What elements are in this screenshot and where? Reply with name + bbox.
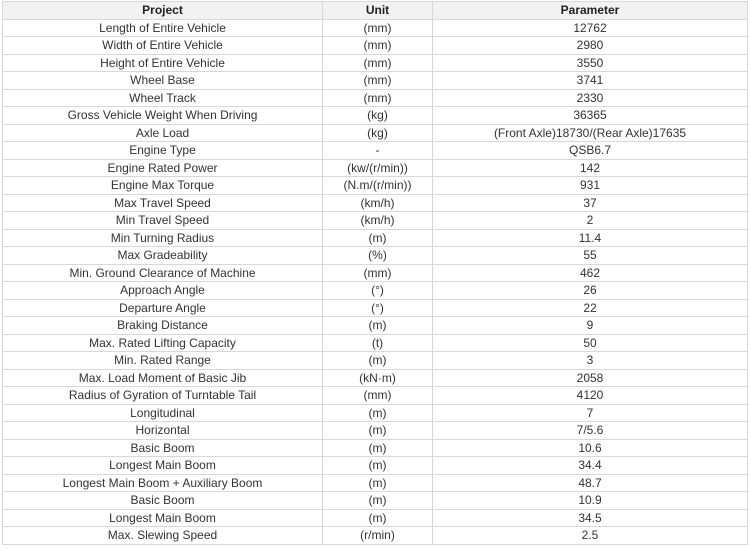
unit-cell: (%) <box>323 247 433 265</box>
unit-cell: (mm) <box>323 387 433 405</box>
project-cell: Departure Angle <box>3 299 323 317</box>
parameter-cell: 3550 <box>433 54 748 72</box>
project-cell: Min. Rated Range <box>3 352 323 370</box>
unit-cell: (m) <box>323 352 433 370</box>
table-row <box>3 457 748 475</box>
project-cell: Engine Rated Power <box>3 159 323 177</box>
table-row <box>3 124 748 142</box>
table-row <box>3 247 748 265</box>
project-cell: Length of Entire Vehicle <box>3 19 323 37</box>
project-cell: Max. Load Moment of Basic Jib <box>3 369 323 387</box>
parameter-cell: 26 <box>433 282 748 300</box>
table-row <box>3 492 748 510</box>
unit-cell: (°) <box>323 282 433 300</box>
parameter-cell: (Front Axle)18730/(Rear Axle)17635 <box>433 124 748 142</box>
unit-cell: (m) <box>323 474 433 492</box>
table-row <box>3 212 748 230</box>
unit-cell: (m) <box>323 422 433 440</box>
unit-cell: (m) <box>323 317 433 335</box>
parameter-cell: 2.5 <box>433 527 748 545</box>
project-cell: Min Turning Radius <box>3 229 323 247</box>
project-cell: Longest Main Boom <box>3 457 323 475</box>
parameter-cell: 10.6 <box>433 439 748 457</box>
unit-cell: (mm) <box>323 264 433 282</box>
table-row <box>3 439 748 457</box>
project-cell: Approach Angle <box>3 282 323 300</box>
header-parameter: Parameter <box>433 2 748 20</box>
table-row <box>3 352 748 370</box>
table-row <box>3 422 748 440</box>
parameter-cell: 2980 <box>433 37 748 55</box>
unit-cell: (kg) <box>323 124 433 142</box>
parameter-cell: 34.5 <box>433 509 748 527</box>
table-row <box>3 334 748 352</box>
parameter-cell: 2058 <box>433 369 748 387</box>
spec-table-container <box>2 1 747 545</box>
unit-cell: (kN·m) <box>323 369 433 387</box>
project-cell: Wheel Track <box>3 89 323 107</box>
table-header-row <box>3 2 748 20</box>
parameter-cell: 931 <box>433 177 748 195</box>
header-unit: Unit <box>323 2 433 20</box>
project-cell: Max Travel Speed <box>3 194 323 212</box>
project-cell: Gross Vehicle Weight When Driving <box>3 107 323 125</box>
project-cell: Longest Main Boom + Auxiliary Boom <box>3 474 323 492</box>
parameter-cell: 37 <box>433 194 748 212</box>
table-row <box>3 159 748 177</box>
table-row <box>3 107 748 125</box>
unit-cell: (mm) <box>323 89 433 107</box>
parameter-cell: 55 <box>433 247 748 265</box>
table-row <box>3 369 748 387</box>
parameter-cell: 12762 <box>433 19 748 37</box>
parameter-cell: 34.4 <box>433 457 748 475</box>
project-cell: Min. Ground Clearance of Machine <box>3 264 323 282</box>
spec-table <box>2 1 748 545</box>
table-row <box>3 527 748 545</box>
parameter-cell: 9 <box>433 317 748 335</box>
unit-cell: (m) <box>323 457 433 475</box>
table-row <box>3 282 748 300</box>
unit-cell: (m) <box>323 229 433 247</box>
parameter-cell: 142 <box>433 159 748 177</box>
unit-cell: (km/h) <box>323 194 433 212</box>
project-cell: Engine Type <box>3 142 323 160</box>
table-row <box>3 37 748 55</box>
unit-cell: (r/min) <box>323 527 433 545</box>
unit-cell: (m) <box>323 509 433 527</box>
parameter-cell: 2 <box>433 212 748 230</box>
table-row <box>3 474 748 492</box>
project-cell: Basic Boom <box>3 492 323 510</box>
parameter-cell: 3 <box>433 352 748 370</box>
parameter-cell: 50 <box>433 334 748 352</box>
unit-cell: (t) <box>323 334 433 352</box>
project-cell: Max. Slewing Speed <box>3 527 323 545</box>
table-row <box>3 89 748 107</box>
parameter-cell: 10.9 <box>433 492 748 510</box>
project-cell: Braking Distance <box>3 317 323 335</box>
project-cell: Longitudinal <box>3 404 323 422</box>
parameter-cell: 7 <box>433 404 748 422</box>
parameter-cell: 22 <box>433 299 748 317</box>
unit-cell: (m) <box>323 404 433 422</box>
project-cell: Max. Rated Lifting Capacity <box>3 334 323 352</box>
project-cell: Height of Entire Vehicle <box>3 54 323 72</box>
project-cell: Wheel Base <box>3 72 323 90</box>
parameter-cell: 3741 <box>433 72 748 90</box>
project-cell: Radius of Gyration of Turntable Tail <box>3 387 323 405</box>
unit-cell: (km/h) <box>323 212 433 230</box>
project-cell: Engine Max Torque <box>3 177 323 195</box>
unit-cell: (°) <box>323 299 433 317</box>
project-cell: Max Gradeability <box>3 247 323 265</box>
unit-cell: (mm) <box>323 19 433 37</box>
unit-cell: (mm) <box>323 37 433 55</box>
parameter-cell: 4120 <box>433 387 748 405</box>
project-cell: Min Travel Speed <box>3 212 323 230</box>
parameter-cell: 36365 <box>433 107 748 125</box>
table-row <box>3 177 748 195</box>
unit-cell: (N.m/(r/min)) <box>323 177 433 195</box>
project-cell: Width of Entire Vehicle <box>3 37 323 55</box>
unit-cell: (kg) <box>323 107 433 125</box>
unit-cell: (mm) <box>323 72 433 90</box>
table-row <box>3 72 748 90</box>
table-row <box>3 317 748 335</box>
parameter-cell: 48.7 <box>433 474 748 492</box>
unit-cell: (mm) <box>323 54 433 72</box>
table-row <box>3 19 748 37</box>
unit-cell: (kw/(r/min)) <box>323 159 433 177</box>
table-row <box>3 142 748 160</box>
project-cell: Axle Load <box>3 124 323 142</box>
project-cell: Horizontal <box>3 422 323 440</box>
table-row <box>3 194 748 212</box>
parameter-cell: 11.4 <box>433 229 748 247</box>
header-project: Project <box>3 2 323 20</box>
table-row <box>3 387 748 405</box>
project-cell: Basic Boom <box>3 439 323 457</box>
parameter-cell: 2330 <box>433 89 748 107</box>
unit-cell: (m) <box>323 439 433 457</box>
table-row <box>3 264 748 282</box>
table-row <box>3 299 748 317</box>
table-row <box>3 509 748 527</box>
table-row <box>3 404 748 422</box>
unit-cell: - <box>323 142 433 160</box>
parameter-cell: 7/5.6 <box>433 422 748 440</box>
table-row <box>3 54 748 72</box>
parameter-cell: 462 <box>433 264 748 282</box>
parameter-cell: QSB6.7 <box>433 142 748 160</box>
unit-cell: (m) <box>323 492 433 510</box>
project-cell: Longest Main Boom <box>3 509 323 527</box>
table-row <box>3 229 748 247</box>
table-body <box>3 19 748 544</box>
